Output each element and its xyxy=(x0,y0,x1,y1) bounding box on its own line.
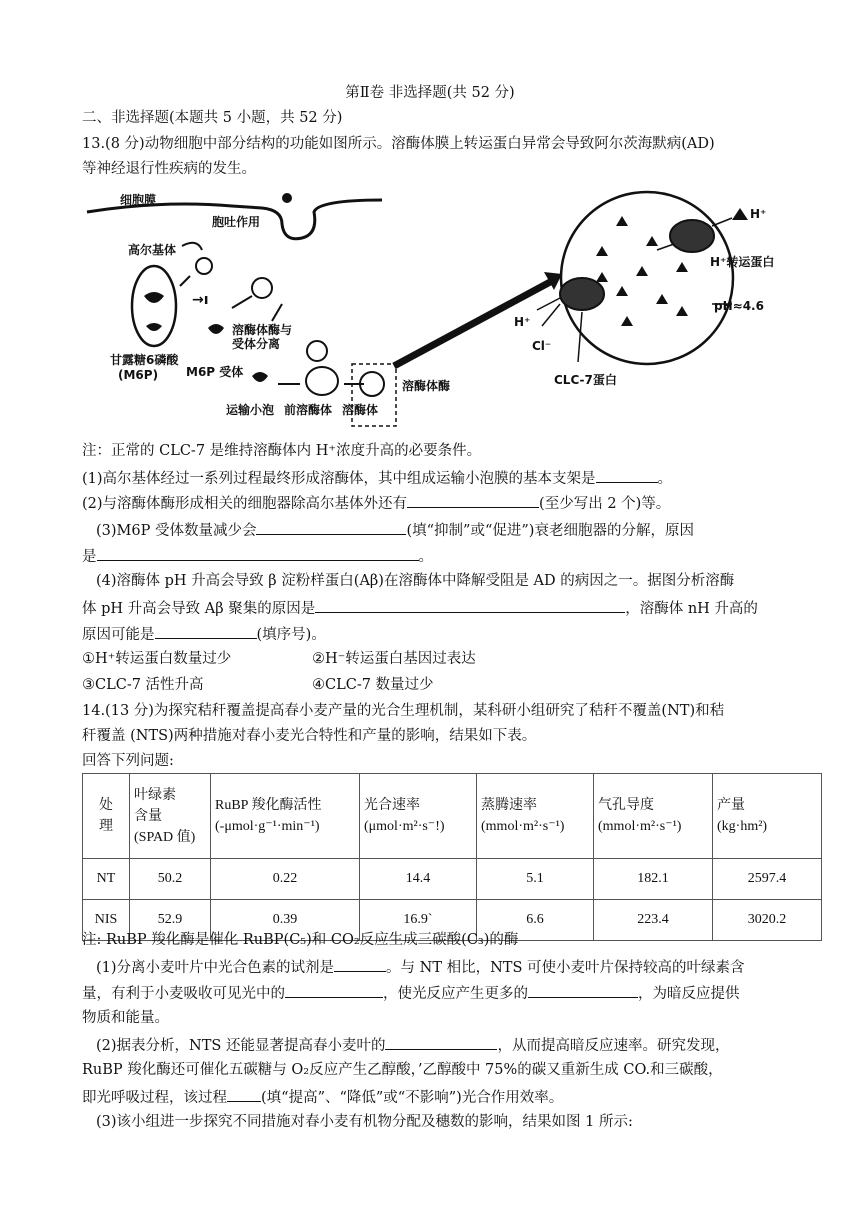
col-header-rubp: RuBP 羧化酶活性 (-μmol·g⁻¹·min⁻¹) xyxy=(211,774,360,859)
col-header-photosynthesis: 光合速率 (μmol·m²·s⁻!) xyxy=(360,774,477,859)
q14-part2-c: 即光呼吸过程，该过程 (填“提高”、“降低”或“不影响”)光合作用效率。 xyxy=(82,1085,782,1109)
answer-blank-3[interactable] xyxy=(256,518,406,535)
q13-part1: (1)高尔基体经过一系列过程最终形成溶酶体，其中组成运输小泡膜的基本支架是 。 xyxy=(82,466,782,490)
answer-blank-2[interactable] xyxy=(407,491,539,508)
label-h-plus-top: H⁺ xyxy=(750,207,767,221)
answer-blank-10[interactable] xyxy=(385,1033,497,1050)
q13-intro-line2: 等神经退行性疾病的发生。 xyxy=(82,161,256,177)
table-header-row xyxy=(83,774,822,859)
col-header-chlorophyll: 叶绿素 含量 (SPAD 值) xyxy=(130,774,211,859)
answer-blank-4[interactable] xyxy=(97,544,419,561)
answer-blank-9[interactable] xyxy=(528,981,638,998)
answer-blank-11[interactable] xyxy=(227,1085,261,1102)
answer-blank-7[interactable] xyxy=(334,955,386,972)
label-exocytosis: 胞吐作用 xyxy=(212,215,261,229)
q14-intro-line1: 14.(13 分)为探究秸秆覆盖提高春小麦产量的光合生理机制，某科研小组研究了秸秆不覆盖(NT)和秸 xyxy=(82,703,725,719)
part-title: 第Ⅱ卷 非选择题(共 52 分) xyxy=(345,85,515,101)
secreted-vesicle xyxy=(282,193,292,203)
label-lysosome: 溶酶体酶 xyxy=(402,379,451,393)
q14-part2-b: RuBP 羧化酶还可催化五碳糖与 O₂反应产生乙醇酸，’乙醇酸中 75%的碳又重新生成 CO.和三碳酸， xyxy=(82,1062,723,1078)
q13-part4-b: 体 pH 升高会导致 Aβ 聚集的原因是 ，溶酶体 nH 升高的 xyxy=(82,596,782,620)
option-2: ②H⁻转运蛋白基因过表达 xyxy=(312,651,476,667)
label-m6p-2: (M6P) xyxy=(118,368,159,382)
q13-part3-b: 是 。 xyxy=(82,544,782,568)
label-cl-minus: Cl⁻ xyxy=(532,339,552,353)
lysosome-formation-diagram xyxy=(82,186,802,434)
label-separation-2: 受体分离 xyxy=(232,337,281,351)
q13-note: 注：正常的 CLC-7 是维持溶酶体内 H⁺浓度升高的必要条件。 xyxy=(82,443,482,459)
q14-answer-prompt: 回答下列问题: xyxy=(82,753,174,769)
answer-blank-6[interactable] xyxy=(155,622,257,639)
q14-part1: (1)分离小麦叶片中光合色素的试剂是 。与 NT 相比，NTS 可使小麦叶片保持较高的叶绿素含 xyxy=(96,955,796,979)
q13-options-row2 xyxy=(82,674,782,696)
golgi-body xyxy=(132,266,176,346)
q13-part4-c: 原因可能是 (填序号)。 xyxy=(82,622,782,646)
option-3: ③CLC-7 活性升高 xyxy=(82,677,204,693)
col-header-transpiration: 蒸腾速率 (mmol·m²·s⁻¹) xyxy=(477,774,594,859)
label-transport-vesicle: 运输小泡 xyxy=(226,403,275,417)
label-ph: pH≈4.6 xyxy=(714,299,764,313)
answer-blank-1[interactable] xyxy=(596,466,658,483)
clc7-protein xyxy=(560,278,604,310)
option-1: ①H⁺转运蛋白数量过少 xyxy=(82,651,232,667)
label-m6p-1: 甘露糖6磷酸 xyxy=(110,353,179,367)
answer-blank-5[interactable] xyxy=(315,596,625,613)
q14-part2: (2)据表分析，NTS 还能显著提高春小麦叶的 ，从而提高暗反应速率。研究发现， xyxy=(96,1033,796,1057)
label-separation-1: 溶酶体酶与 xyxy=(232,323,293,337)
q14-note: 注: RuBP 羧化酶是催化 RuBP(C₅)和 CO₂反应生成三碳酸(C₃)的酶 xyxy=(82,932,519,948)
results-table xyxy=(82,773,822,941)
col-header-treatment: 处 理 xyxy=(83,774,130,859)
table-row: NT 50.2 0.22 14.4 5.1 182.1 2597.4 xyxy=(83,859,822,900)
label-m6p-receptor: M6P 受体 xyxy=(186,365,244,379)
table-row: NIS 52.9 0.39 16.9` 6.6 223.4 3020.2 xyxy=(83,900,822,941)
q14-part1-b: 量，有利于小麦吸收可见光中的 ，使光反应产生更多的 ，为暗反应提供 xyxy=(82,981,782,1005)
q14-part3: (3)该小组进一步探究不同措施对春小麦有机物分配及穗数的影响，结果如图 1 所示: xyxy=(96,1114,633,1130)
q14-intro-line2: 秆覆盖 (NTS)两种措施对春小麦光合特性和产量的影响，结果如下表。 xyxy=(82,728,537,744)
label-cell-membrane: 细胞膜 xyxy=(120,193,157,207)
svg-text:→ı: →ı xyxy=(192,292,209,308)
label-prelysosome: 前溶酶体 xyxy=(284,403,333,417)
col-header-yield: 产量 (kg·hm²) xyxy=(713,774,822,859)
answer-blank-8[interactable] xyxy=(285,981,383,998)
label-h-plus-left: H⁺ xyxy=(514,315,531,329)
q13-part3: (3)M6P 受体数量减少会 (填“抑制”或“促进”)衰老细胞器的分解，原因 xyxy=(96,518,796,542)
label-h-transporter: H⁺转运蛋白 xyxy=(710,255,775,269)
q13-part4: (4)溶酶体 pH 升高会导致 β 淀粉样蛋白(Aβ)在溶酶体中降解受阻是 AD 的病因之一。据图分析溶酶 xyxy=(96,573,735,589)
q13-intro-line1: 13.(8 分)动物细胞中部分结构的功能如图所示。溶酶体膜上转运蛋白异常会导致阿尔茨海默病(AD) xyxy=(82,136,715,152)
q13-part2: (2)与溶酶体酶形成相关的细胞器除高尔基体外还有 (至少写出 2 个)等。 xyxy=(82,491,782,515)
h-transporter-protein xyxy=(670,220,714,252)
option-4: ④CLC-7 数量过少 xyxy=(312,677,434,693)
q13-options-row1 xyxy=(82,648,782,670)
label-lysosome-small: 溶酶体 xyxy=(342,403,379,417)
q14-part1-c: 物质和能量。 xyxy=(82,1010,169,1026)
section-heading: 二、非选择题(本题共 5 小题，共 52 分) xyxy=(82,110,343,126)
label-golgi: 高尔基体 xyxy=(128,243,177,257)
col-header-stomatal: 气孔导度 (mmol·m²·s⁻¹) xyxy=(594,774,713,859)
label-clc7: CLC-7蛋白 xyxy=(554,373,617,387)
